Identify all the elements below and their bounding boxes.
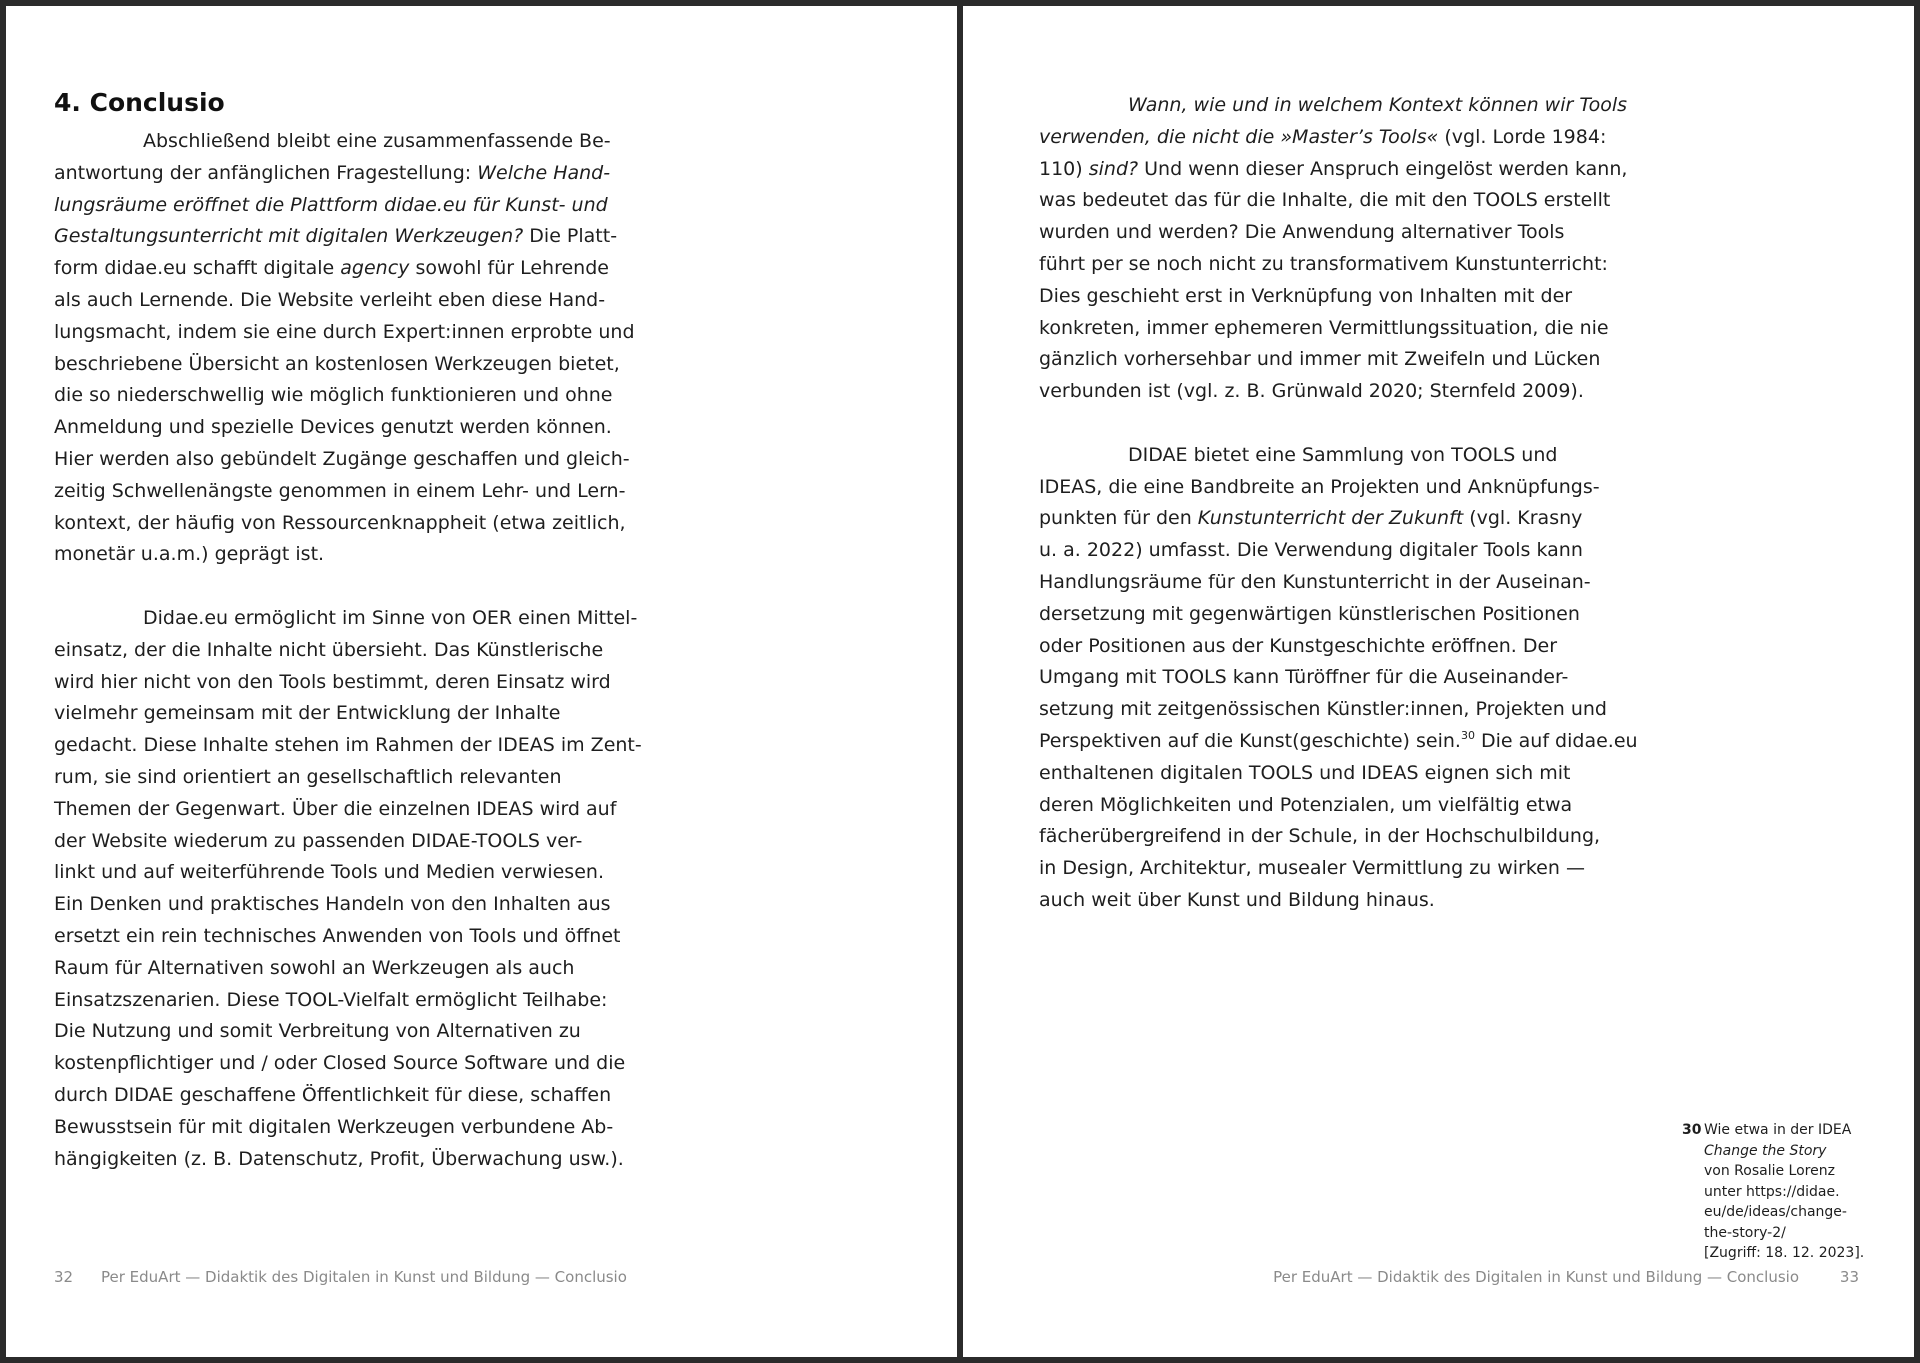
text-run: deren Möglichkeiten und Potenzialen, um vielfältig etwa xyxy=(1039,793,1573,816)
text-run: fächerübergreifend in der Schule, in der Hochschulbildung, xyxy=(1039,825,1601,848)
text-run: (vgl. Krasny xyxy=(1463,507,1583,530)
text-run: eu/de/ideas/change- xyxy=(1704,1204,1847,1220)
text-run: dersetzung mit gegenwärtigen künstlerischen Positionen xyxy=(1039,602,1580,625)
text-line xyxy=(1039,885,1689,917)
text-run: Kunstunterricht der Zukunft xyxy=(1197,507,1464,530)
text-run: Welche Hand- xyxy=(477,161,611,184)
text-line xyxy=(54,953,704,985)
text-run: in Design, Architektur, musealer Vermittlung zu wirken — xyxy=(1039,857,1585,880)
text-run: enthaltenen digitalen TOOLS und IDEAS eignen sich mit xyxy=(1039,761,1571,784)
text-line xyxy=(54,508,704,540)
text-run: einsatz, der die Inhalte nicht übersieht. Das Künstlerische xyxy=(54,638,604,661)
text-line xyxy=(54,667,704,699)
text-run: setzung mit zeitgenössischen Künstler:innen, Projekten und xyxy=(1039,698,1607,721)
text-run: von Rosalie Lorenz xyxy=(1704,1163,1835,1179)
text-line xyxy=(54,794,704,826)
text-run: Wie etwa in der IDEA xyxy=(1704,1122,1852,1138)
text-run: punkten für den xyxy=(1039,507,1198,530)
text-run: konkreten, immer ephemeren Vermittlungssituation, die nie xyxy=(1039,316,1609,339)
text-line xyxy=(54,603,704,635)
text-run: monetär u.a.m.) geprägt ist. xyxy=(54,543,325,566)
text-run: Hier werden also gebündelt Zugänge geschaffen und gleich- xyxy=(54,447,630,470)
text-line xyxy=(54,476,704,508)
text-run: Und wenn dieser Anspruch eingelöst werden kann, xyxy=(1138,157,1628,180)
text-run: Umgang mit TOOLS kann Türöffner für die Auseinander- xyxy=(1039,666,1569,689)
text-run: DIDAE bietet eine Sammlung von TOOLS und xyxy=(1128,443,1558,466)
text-line xyxy=(1039,344,1689,376)
text-line xyxy=(1039,662,1689,694)
text-line xyxy=(1039,599,1689,631)
footnote-number: 30 xyxy=(1682,1122,1702,1138)
text-line xyxy=(54,1112,704,1144)
text-line xyxy=(1039,758,1689,790)
text-run: Die auf didae.eu xyxy=(1474,729,1638,752)
text-line xyxy=(54,1016,704,1048)
text-run: Themen der Gegenwart. Über die einzelnen IDEAS wird auf xyxy=(54,797,617,820)
text-run: wird hier nicht von den Tools bestimmt, deren Einsatz wird xyxy=(54,670,611,693)
text-line xyxy=(1039,313,1689,345)
text-line xyxy=(54,889,704,921)
text-run: kontext, der häufig von Ressourcenknappheit (etwa zeitlich, xyxy=(54,511,626,534)
text-run: Gestaltungsunterricht mit digitalen Werkzeugen? xyxy=(54,225,524,248)
paragraph xyxy=(1039,440,1689,917)
text-run: 110) xyxy=(1039,157,1089,180)
text-run: unter https://didae. xyxy=(1704,1183,1840,1200)
text-line xyxy=(1039,472,1689,504)
text-line xyxy=(54,190,704,222)
text-run: zeitig Schwellenängste genommen in einem Lehr- und Lern- xyxy=(54,479,626,502)
text-run: Didae.eu ermöglicht im Sinne von OER einen Mittel- xyxy=(143,606,638,629)
text-line xyxy=(54,921,704,953)
footnote-text xyxy=(1704,1120,1882,1264)
text-line xyxy=(1039,154,1689,186)
text-run: Handlungsräume für den Kunstunterricht in der Auseinan- xyxy=(1039,570,1591,593)
footnote-line xyxy=(1704,1141,1882,1162)
text-run: Bewusstsein für mit digitalen Werkzeugen verbundene Ab- xyxy=(54,1115,614,1138)
paragraph-gap xyxy=(54,571,704,603)
text-line xyxy=(54,253,704,285)
text-line xyxy=(1039,726,1689,758)
text-run: durch DIDAE geschaffene Öffentlichkeit für diese, schaffen xyxy=(54,1083,612,1106)
text-run: hängigkeiten (z. B. Datenschutz, Profit, Überwachung usw.). xyxy=(54,1147,624,1170)
text-line xyxy=(1039,185,1689,217)
paragraph xyxy=(54,126,704,571)
text-run: Die Platt- xyxy=(523,225,618,248)
text-run: agency xyxy=(340,257,410,280)
text-line xyxy=(1039,821,1689,853)
text-run: linkt und auf weiterführende Tools und Medien verwiesen. xyxy=(54,861,604,884)
footnote-line xyxy=(1704,1202,1882,1223)
text-run: the-story-2/ xyxy=(1704,1224,1786,1241)
text-line xyxy=(54,698,704,730)
text-run: sowohl für Lehrende xyxy=(409,257,609,280)
left-page xyxy=(6,6,957,1357)
text-run: führt per se noch nicht zu transformativem Kunstunterricht: xyxy=(1039,252,1608,275)
text-line xyxy=(54,349,704,381)
text-run: der Website wiederum zu passenden DIDAE-TOOLS ver- xyxy=(54,829,583,852)
text-line xyxy=(54,826,704,858)
text-line xyxy=(54,539,704,571)
text-run: was bedeutet das für die Inhalte, die mit den TOOLS erstellt xyxy=(1039,189,1611,212)
text-line xyxy=(54,1080,704,1112)
running-head-left: Per EduArt — Didaktik des Digitalen in Kunst und Bildung — Conclusio xyxy=(101,1268,627,1286)
text-run: lungsräume eröffnet die Plattform didae.eu für Kunst- und xyxy=(54,193,608,216)
text-run: Ein Denken und praktisches Handeln von den Inhalten aus xyxy=(54,893,611,916)
text-run: Change the Story xyxy=(1704,1142,1827,1159)
text-line xyxy=(1039,249,1689,281)
right-page xyxy=(963,6,1914,1357)
text-line xyxy=(1039,567,1689,599)
text-line xyxy=(54,857,704,889)
text-line xyxy=(54,317,704,349)
text-run: oder Positionen aus der Kunstgeschichte eröffnen. Der xyxy=(1039,634,1558,657)
footnote-line xyxy=(1704,1120,1882,1141)
text-line xyxy=(1039,281,1689,313)
text-run: Dies geschieht erst in Verknüpfung von Inhalten mit der xyxy=(1039,284,1573,307)
paragraph-gap xyxy=(1039,408,1689,440)
text-line xyxy=(1039,90,1689,122)
text-run: [Zugriff: 18. 12. 2023]. xyxy=(1704,1245,1865,1261)
text-line xyxy=(54,158,704,190)
text-line xyxy=(54,1048,704,1080)
text-line xyxy=(1039,440,1689,472)
text-run: die so niederschwellig wie möglich funktionieren und ohne xyxy=(54,384,613,407)
text-run: gänzlich vorhersehbar und immer mit Zweifeln und Lücken xyxy=(1039,348,1601,371)
left-body-text xyxy=(54,126,704,1175)
footnote-line xyxy=(1704,1243,1882,1264)
text-run: Einsatzszenarien. Diese TOOL-Vielfalt ermöglicht Teilhabe: xyxy=(54,988,608,1011)
footnote-reference: 30 xyxy=(1460,728,1475,742)
text-line xyxy=(54,126,704,158)
text-run: beschriebene Übersicht an kostenlosen Werkzeugen bietet, xyxy=(54,352,620,375)
text-line xyxy=(54,444,704,476)
text-run: antwortung der anfänglichen Fragestellung: xyxy=(54,161,478,184)
paragraph xyxy=(1039,90,1689,408)
text-run: Abschließend bleibt eine zusammenfassende Be- xyxy=(143,130,611,152)
text-run: Raum für Alternativen sowohl an Werkzeugen als auch xyxy=(54,956,575,979)
text-run: verwenden, die nicht die »Master’s Tools« xyxy=(1039,125,1439,148)
text-line xyxy=(1039,853,1689,885)
text-line xyxy=(1039,535,1689,567)
paragraph xyxy=(54,603,704,1175)
footnote-line xyxy=(1704,1182,1882,1203)
footnote-line xyxy=(1704,1223,1882,1244)
text-line xyxy=(54,1144,704,1176)
text-line xyxy=(54,412,704,444)
text-run: Wann, wie und in welchem Kontext können wir Tools xyxy=(1128,94,1628,116)
text-line xyxy=(54,985,704,1017)
text-line xyxy=(54,380,704,412)
text-run: form didae.eu schafft digitale xyxy=(54,257,341,280)
text-run: als auch Lernende. Die Website verleiht eben diese Hand- xyxy=(54,288,606,311)
page-number-right: 33 xyxy=(1839,1268,1859,1286)
text-run: kostenpflichtiger und / oder Closed Source Software und die xyxy=(54,1052,626,1075)
text-run: wurden und werden? Die Anwendung alternativer Tools xyxy=(1039,221,1565,244)
text-line xyxy=(54,285,704,317)
section-heading: 4. Conclusio xyxy=(54,88,225,117)
text-line xyxy=(54,730,704,762)
footnote xyxy=(1682,1120,1882,1264)
text-run: Anmeldung und spezielle Devices genutzt werden können. xyxy=(54,416,612,439)
text-run: sind? xyxy=(1088,157,1139,180)
text-run: ersetzt ein rein technisches Anwenden von Tools und öffnet xyxy=(54,924,621,947)
footnote-line xyxy=(1704,1161,1882,1182)
text-run: (vgl. Lorde 1984: xyxy=(1438,125,1607,148)
text-line xyxy=(1039,376,1689,408)
text-line xyxy=(54,221,704,253)
text-line xyxy=(1039,217,1689,249)
text-run: gedacht. Diese Inhalte stehen im Rahmen der IDEAS im Zent- xyxy=(54,734,642,757)
text-run: IDEAS, die eine Bandbreite an Projekten und Anknüpfungs- xyxy=(1039,475,1600,498)
running-head-right: Per EduArt — Didaktik des Digitalen in Kunst und Bildung — Conclusio xyxy=(1273,1268,1799,1286)
text-line xyxy=(54,762,704,794)
text-line xyxy=(1039,790,1689,822)
text-line xyxy=(1039,694,1689,726)
text-run: lungsmacht, indem sie eine durch Expert:innen erprobte und xyxy=(54,320,635,343)
right-body-text xyxy=(1039,90,1689,917)
text-run: vielmehr gemeinsam mit der Entwicklung der Inhalte xyxy=(54,702,561,725)
text-run: u. a. 2022) umfasst. Die Verwendung digitaler Tools kann xyxy=(1039,539,1583,562)
text-line xyxy=(1039,631,1689,663)
text-run: auch weit über Kunst und Bildung hinaus. xyxy=(1039,888,1435,911)
text-run: Die Nutzung und somit Verbreitung von Alternativen zu xyxy=(54,1020,581,1043)
text-run: Perspektiven auf die Kunst(geschichte) sein. xyxy=(1039,729,1461,752)
page-number-left: 32 xyxy=(54,1268,74,1286)
text-line xyxy=(1039,122,1689,154)
text-line xyxy=(1039,503,1689,535)
text-run: verbunden ist (vgl. z. B. Grünwald 2020; Sternfeld 2009). xyxy=(1039,380,1584,403)
text-line xyxy=(54,635,704,667)
text-run: rum, sie sind orientiert an gesellschaftlich relevanten xyxy=(54,765,562,788)
